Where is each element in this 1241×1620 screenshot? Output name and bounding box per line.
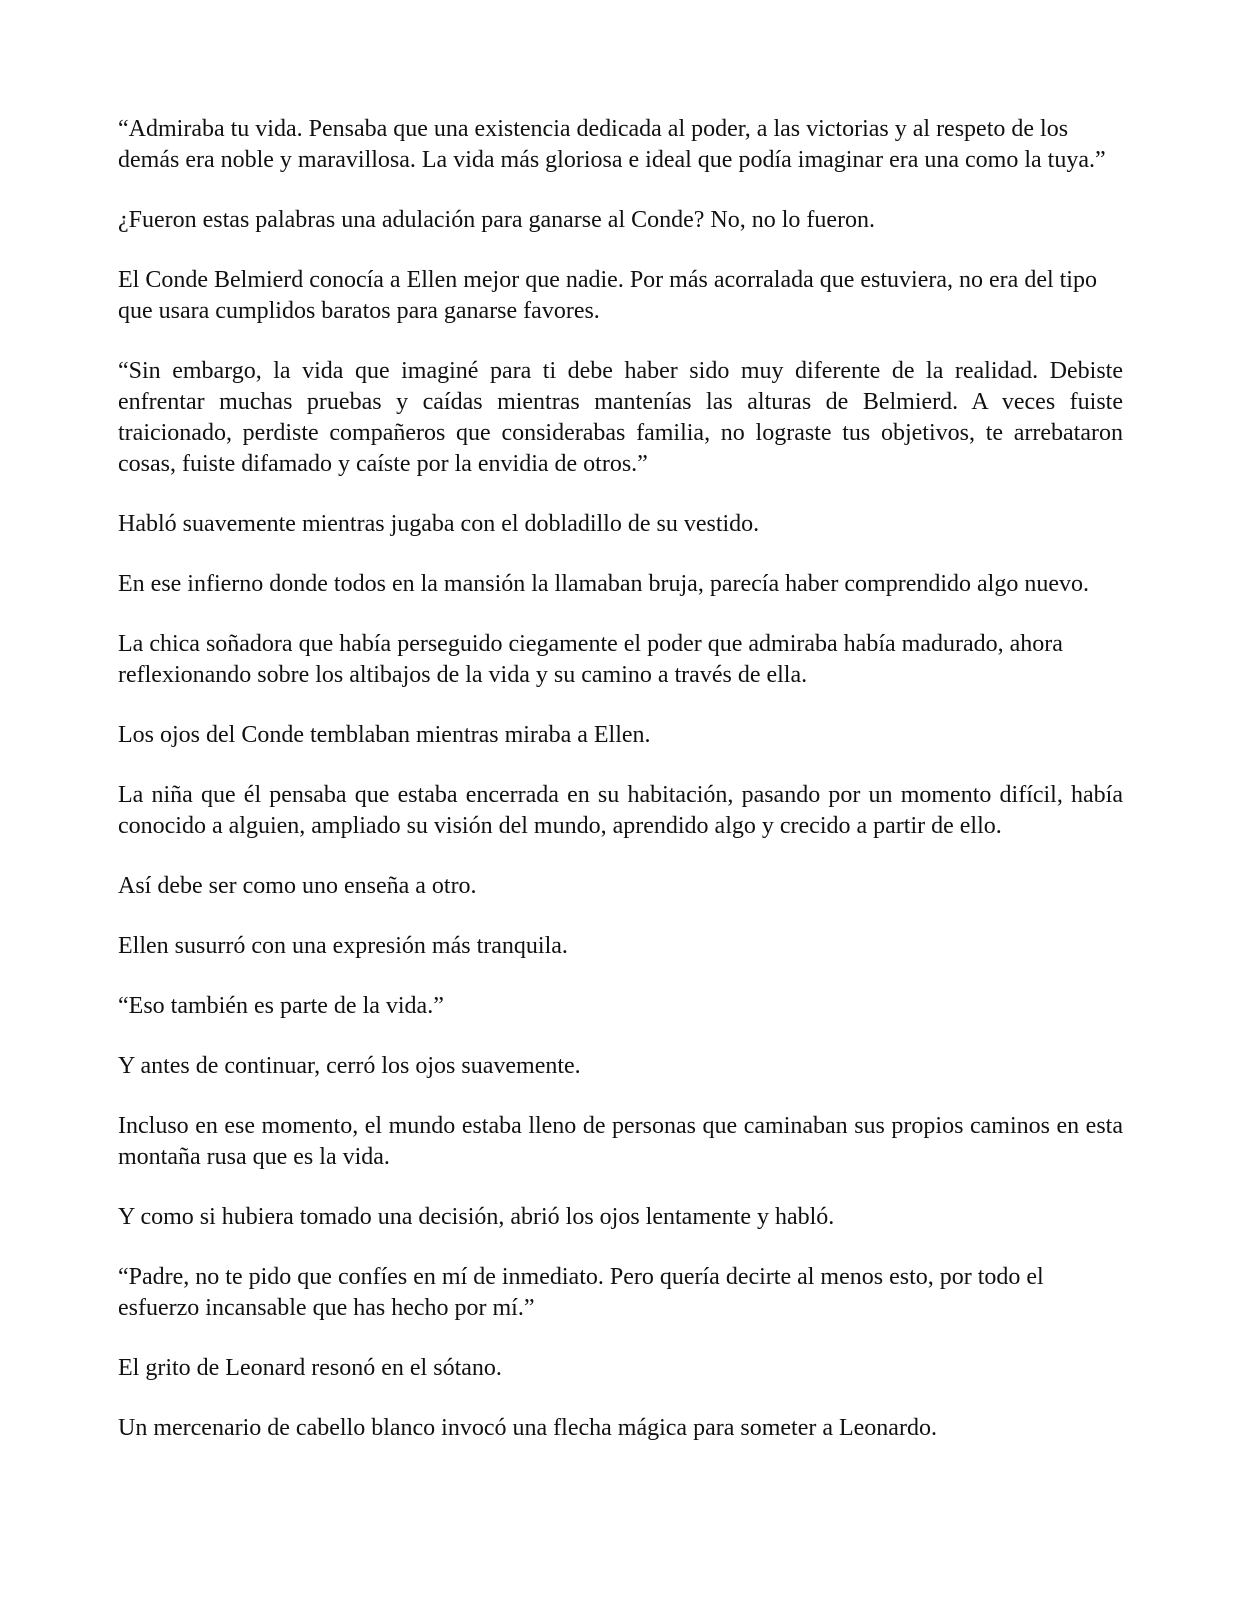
paragraph-6: En ese infierno donde todos en la mansión la llamaban bruja, parecía haber comprendido algo nuevo. — [118, 571, 1090, 597]
paragraph-5: Habló suavemente mientras jugaba con el dobladillo de su vestido. — [118, 511, 760, 537]
paragraph-14: Incluso en ese momento, el mundo estaba lleno de personas que caminaban sus propios caminos en esta montaña rusa que es la vida. — [118, 1113, 1123, 1170]
paragraph-8: Los ojos del Conde temblaban mientras miraba a Ellen. — [118, 722, 651, 748]
paragraph-9: La niña que él pensaba que estaba encerrada en su habitación, pasando por un momento difícil, había conocido a alguien, ampliado su visión del mundo, aprendido algo y crecido a partir de ello. — [118, 782, 1123, 839]
paragraph-10: Así debe ser como uno enseña a otro. — [118, 873, 477, 899]
paragraph-12: “Eso también es parte de la vida.” — [118, 993, 444, 1019]
paragraph-11: Ellen susurró con una expresión más tranquila. — [118, 933, 568, 959]
paragraph-1: “Admiraba tu vida. Pensaba que una existencia dedicada al poder, a las victorias y al respeto de los demás era noble y maravillosa. La vida más gloriosa e ideal que podía imaginar era una como la tuya.” — [118, 116, 1106, 173]
paragraph-2: ¿Fueron estas palabras una adulación para ganarse al Conde? No, no lo fueron. — [118, 207, 876, 233]
paragraph-4: “Sin embargo, la vida que imaginé para ti debe haber sido muy diferente de la realidad. Debiste enfrentar muchas pruebas y caídas mientras mantenías las alturas de Belmierd. A veces fuiste traicionado, perdiste compañeros que considerabas familia, no lograste tus objetivos, te arrebataron cosas, fuiste difamado y caíste por la envidia de otros.” — [118, 358, 1123, 477]
document-body — [118, 114, 1123, 1473]
paragraph-15: Y como si hubiera tomado una decisión, abrió los ojos lentamente y habló. — [118, 1204, 835, 1230]
paragraph-3: El Conde Belmierd conocía a Ellen mejor que nadie. Por más acorralada que estuviera, no era del tipo que usara cumplidos baratos para ganarse favores. — [118, 267, 1097, 324]
paragraph-18: Un mercenario de cabello blanco invocó una flecha mágica para someter a Leonardo. — [118, 1415, 937, 1441]
paragraph-16: “Padre, no te pido que confíes en mí de inmediato. Pero quería decirte al menos esto, por todo el esfuerzo incansable que has hecho por mí.” — [118, 1264, 1044, 1321]
paragraph-13: Y antes de continuar, cerró los ojos suavemente. — [118, 1053, 581, 1079]
paragraph-17: El grito de Leonard resonó en el sótano. — [118, 1355, 502, 1381]
paragraph-7: La chica soñadora que había perseguido ciegamente el poder que admiraba había madurado, ahora reflexionando sobre los altibajos de la vida y su camino a través de ella. — [118, 631, 1063, 688]
